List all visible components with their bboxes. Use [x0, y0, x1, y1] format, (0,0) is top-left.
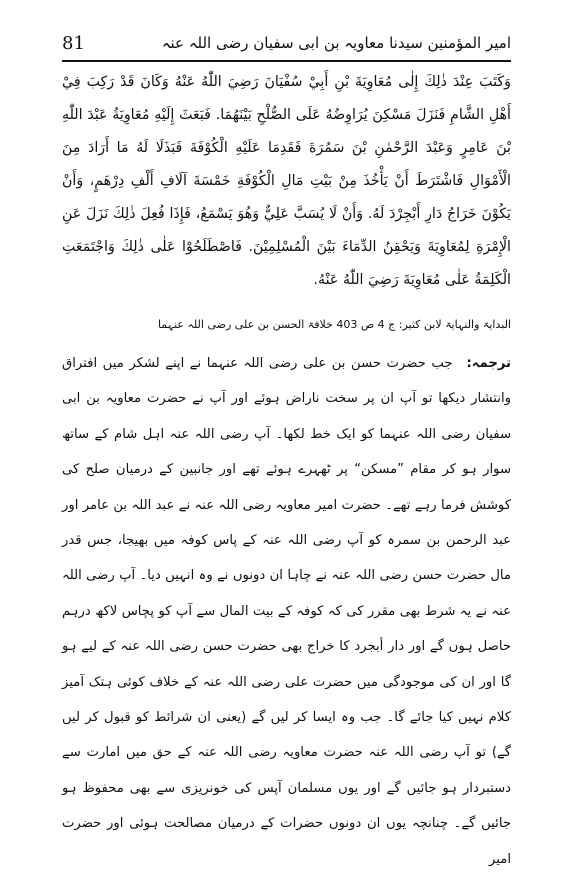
source-citation: البدایۃ والنہایۃ لابن کثیر: ج 4 ص 403 خلافۃ الحسن بن علی رضی اللہ عنہما — [157, 318, 511, 331]
running-title: امیر المؤمنین سیدنا معاویہ بن ابی سفیان رضی اللہ عنہ — [161, 34, 511, 52]
page-header — [62, 28, 511, 58]
translation-block — [62, 346, 511, 867]
page-number: 81 — [62, 32, 85, 54]
arabic-passage-block — [62, 66, 511, 302]
arabic-passage: وَكَتَبَ عِنْدَ ذٰلِكَ إِلٰى مُعَاوِيَةَ بْنِ أَبِيْ سُفْيَانَ رَضِيَ اللّٰهُ عَنْهُ وَكَانَ قَدْ رَكِبَ فِيْ أَهْلِ الشَّامِ فَنَزَلَ مَسْكِنَ يُرَاوِضُهُ عَلَى الصُّلْحِ بَيْنَهُمَا. فَبَعَثَ إِلَيْهِ مُعَاوِيَةُ عَبْدَ اللّٰهِ بْنَ عَامِرٍ وَعَبْدَ الرَّحْمٰنِ بْنَ سَمُرَةَ فَقَدِمَا عَلَيْهِ الْكُوْفَةَ فَبَذَلَا لَهُ مَا أَرَادَ مِنَ الْأَمْوَالِ فَاشْتَرَطَ أَنْ يَأْخُذَ مِنْ بَيْتِ مَالِ الْكُوْفَةِ خَمْسَةَ آلَافِ أَلْفِ دِرْهَمٍ، وَأَنْ يَكُوْنَ خَرَاجُ دَارِ أَبْجِرْدَ لَهُ. وَأَنْ لَا يُسَبَّ عَلِيٌّ وَهُوَ يَسْمَعُ، فَإِذَا فُعِلَ ذٰلِكَ نَزَلَ عَنِ الْإِمْرَةِ لِمُعَاوِيَةَ وَيَحْقِنُ الدِّمَاءَ بَيْنَ الْمُسْلِمِيْنَ. فَاصْطَلَحُوْا عَلٰى ذٰلِكَ وَاجْتَمَعَتِ الْكَلِمَةُ عَلٰى مُعَاوِيَةَ رَضِيَ اللّٰهُ عَنْهُ. — [62, 74, 511, 288]
header-divider — [62, 60, 511, 62]
translation-text: جب حضرت حسن بن علی رضی اللہ عنہما نے اپنے لشکر میں افتراق وانتشار دیکھا تو آپ ان پر سخت ناراض ہوئے اور آپ نے حضرت معاویہ بن ابی سفیان رضی اللہ عنہما کو ایک خط لکھا۔ آپ رضی اللہ عنہ اہل شام کے ساتھ سوار ہو کر مقام ”مسکن“ پر ٹھہرے ہوئے تھے اور جانبین کے درمیان صلح کی کوشش فرما رہے تھے۔ حضرت امیر معاویہ رضی اللہ عنہ نے عبد اللہ بن عامر اور عبد الرحمن بن سمرہ کو آپ رضی اللہ عنہ کے پاس کوفہ میں بھیجا، جس قدر مال حضرت حسن رضی اللہ عنہ نے چاہا ان دونوں نے وہ انہیں دیا۔ آپ رضی اللہ عنہ نے یہ شرط بھی مقرر کی کہ کوفہ کے بیت المال سے آپ کو پچاس لاکھ درہم حاصل ہوں گے اور دار أبجرد کا خراج بھی حضرت حسن رضی اللہ عنہ کے لیے ہو گا اور ان کی موجودگی میں حضرت علی رضی اللہ عنہ کے خلاف کوئی ہتک آمیز کلام نہیں کیا جائے گا۔ جب وہ ایسا کر لیں گے (یعنی ان شرائط کو قبول کر لیں گے) تو آپ رضی اللہ عنہ حضرت معاویہ رضی اللہ عنہ کے حق میں امارت سے دستبردار ہو جائیں گے اور یوں مسلمان آپس کی خونریزی سے بھی محفوظ ہو جائیں گے۔ چنانچہ یوں ان دونوں حضرات کے درمیان مصالحت ہوئی اور حضرت امیر — [62, 356, 511, 867]
translation-label: ترجمہ: — [466, 356, 511, 371]
translation-paragraph — [62, 346, 511, 877]
